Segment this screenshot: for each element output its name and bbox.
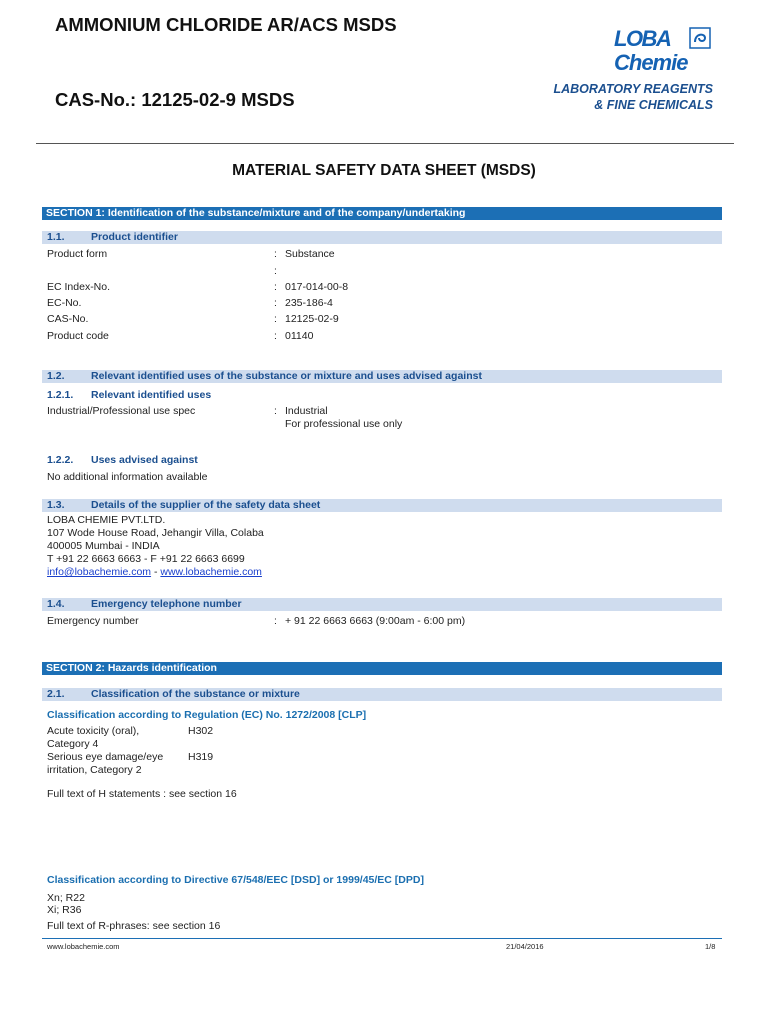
hazard-code: H319 — [188, 751, 214, 763]
subsection-number: 1.2.2. — [47, 454, 74, 466]
logo-swirl-icon — [689, 27, 711, 49]
use-label: Industrial/Professional use spec — [47, 405, 196, 417]
row-value: 12125-02-9 — [285, 313, 339, 325]
emergency-colon: : — [274, 615, 277, 627]
hazard-class: Serious eye damage/eye — [47, 751, 164, 763]
row-colon: : — [274, 265, 277, 277]
subsection-title: Product identifier — [91, 231, 178, 243]
email-link[interactable]: info@lobachemie.com — [47, 566, 152, 578]
use-value-1: Industrial — [285, 405, 328, 417]
subsection-title: Uses advised against — [91, 454, 198, 466]
footer-website[interactable]: www.lobachemie.com — [47, 942, 120, 951]
subsection-number: 1.2.1. — [47, 389, 74, 401]
emergency-label: Emergency number — [47, 615, 139, 627]
subsection-title: Emergency telephone number — [91, 598, 242, 610]
supplier-phone: T +91 22 6663 6663 - F +91 22 6663 6699 — [47, 553, 245, 565]
footer-divider — [42, 938, 722, 939]
row-colon: : — [274, 248, 277, 260]
section-1-bar: SECTION 1: Identification of the substance/mixture and of the company/undertaking — [42, 207, 722, 220]
row-label: Product code — [47, 330, 109, 342]
row-colon: : — [274, 313, 277, 325]
use-colon: : — [274, 405, 277, 417]
subsection-title: Relevant identified uses of the substance or mixture and uses advised against — [91, 370, 482, 382]
dsd-line-1: Xn; R22 — [47, 892, 85, 904]
logo-text-loba: LOBA — [614, 26, 671, 51]
row-colon: : — [274, 330, 277, 342]
use-value-2: For professional use only — [285, 418, 403, 430]
row-label: Product form — [47, 248, 108, 260]
dsd-classification-heading: Classification according to Directive 67/548/EEC [DSD] or 1999/45/EC [DPD] — [47, 874, 424, 886]
subsection-title: Details of the supplier of the safety data sheet — [91, 499, 321, 511]
supplier-company: LOBA CHEMIE PVT.LTD. — [47, 514, 166, 526]
link-separator: - — [151, 566, 161, 578]
row-value: 017-014-00-8 — [285, 281, 349, 293]
subsection-1-2-bar — [42, 370, 722, 383]
row-label: EC-No. — [47, 297, 82, 309]
msds-title: MATERIAL SAFETY DATA SHEET (MSDS) — [232, 162, 536, 179]
row-value: Substance — [285, 248, 335, 260]
hazard-category: Category 4 — [47, 738, 99, 750]
subsection-number: 1.3. — [47, 499, 65, 511]
cas-heading: CAS-No.: 12125-02-9 MSDS — [55, 89, 295, 110]
supplier-contact-links — [47, 566, 262, 578]
row-label: CAS-No. — [47, 313, 89, 325]
footer-date: 21/04/2016 — [506, 942, 544, 951]
supplier-address-1: 107 Wode House Road, Jehangir Villa, Colaba — [47, 527, 264, 539]
supplier-address-2: 400005 Mumbai - INDIA — [47, 540, 160, 552]
dsd-line-2: Xi; R36 — [47, 904, 82, 916]
subsection-number: 1.4. — [47, 598, 65, 610]
uses-advised-text: No additional information available — [47, 471, 208, 483]
company-logo — [544, 24, 719, 116]
section-2-bar: SECTION 2: Hazards identification — [42, 662, 722, 675]
subsection-1-4-bar — [42, 598, 722, 611]
subsection-title: Relevant identified uses — [91, 389, 212, 401]
subsection-number: 2.1. — [47, 688, 65, 700]
subsection-2-1-bar — [42, 688, 722, 701]
subsection-number: 1.1. — [47, 231, 65, 243]
emergency-number: + 91 22 6663 6663 (9:00am - 6:00 pm) — [285, 615, 466, 627]
clp-classification-heading: Classification according to Regulation (EC) No. 1272/2008 [CLP] — [47, 709, 367, 721]
header-divider — [36, 143, 734, 144]
document-title: AMMONIUM CHLORIDE AR/ACS MSDS — [55, 14, 397, 35]
subsection-title: Classification of the substance or mixture — [91, 688, 300, 700]
subsection-1-3-bar — [42, 499, 722, 512]
hazard-category: irritation, Category 2 — [47, 764, 142, 776]
logo-tagline-1: LABORATORY REAGENTS — [553, 82, 713, 96]
hazard-code: H302 — [188, 725, 214, 737]
hazard-class: Acute toxicity (oral), — [47, 725, 140, 737]
logo-tagline-2: & FINE CHEMICALS — [594, 98, 713, 112]
subsection-1-1-bar — [42, 231, 722, 244]
row-colon: : — [274, 297, 277, 309]
website-link[interactable]: www.lobachemie.com — [160, 566, 262, 578]
row-value: 235-186-4 — [285, 297, 333, 309]
h-statements-note: Full text of H statements : see section 16 — [47, 788, 237, 800]
footer-page-number: 1/8 — [705, 942, 716, 951]
row-colon: : — [274, 281, 277, 293]
row-value: 01140 — [285, 330, 314, 342]
logo-text-chemie: Chemie — [614, 50, 688, 75]
subsection-number: 1.2. — [47, 370, 65, 382]
r-phrases-note: Full text of R-phrases: see section 16 — [47, 920, 221, 932]
row-label: EC Index-No. — [47, 281, 111, 293]
